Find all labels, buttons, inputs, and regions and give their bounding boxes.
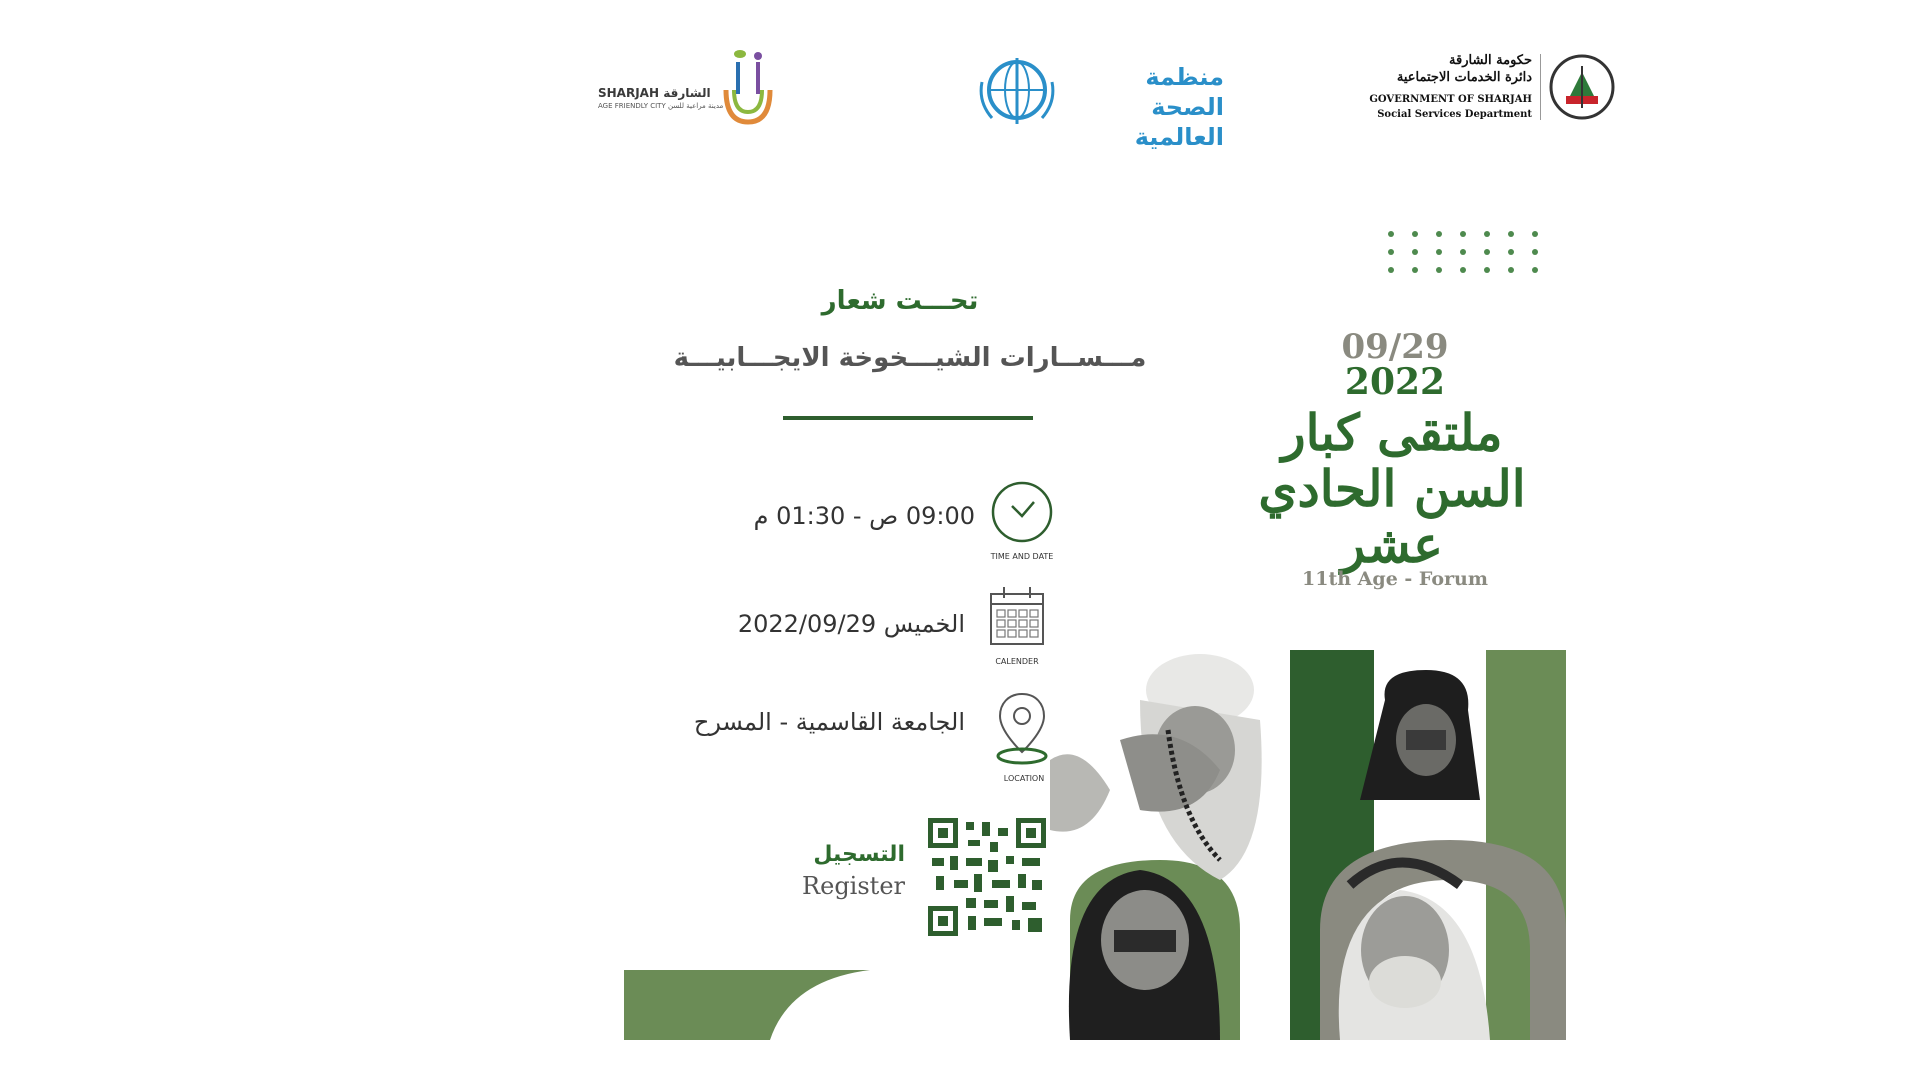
decorative-dots <box>1385 228 1545 276</box>
forum-title-en: 11th Age - Forum <box>1302 568 1488 590</box>
government-of-sharjah-logo <box>1362 50 1612 130</box>
title-divider <box>783 416 1033 420</box>
time-caption: TIME AND DATE <box>990 552 1054 561</box>
elder-woman-top-figure <box>1360 670 1480 800</box>
who-emblem-icon <box>976 52 1058 128</box>
event-time: 09:00 ص - 01:30 م <box>753 502 975 530</box>
event-date: الخميس 2022/09/29 <box>737 610 965 638</box>
who-name-line2: الصحة العالمية <box>1134 93 1224 151</box>
sharjah-emblem-icon <box>1548 52 1616 122</box>
government-english-name <box>1362 92 1532 122</box>
forum-title-ar: ملتقى كبار السن الحادي عشر <box>1258 403 1526 574</box>
slogan-label: تحـــت شعار <box>821 286 979 316</box>
sharjah-age-friendly-logo <box>598 50 778 130</box>
decorative-artwork <box>620 630 1570 1040</box>
government-en-line2: Social Services Department <box>1377 109 1532 120</box>
who-name-line1: منظمة <box>1145 63 1224 91</box>
who-logo <box>976 52 1236 151</box>
government-ar-line1: حكومة الشارقة <box>1449 53 1532 68</box>
event-location: الجامعة القاسمية - المسرح <box>693 708 965 736</box>
forum-date-bottom: 2022 <box>1344 361 1446 403</box>
logo-divider <box>1540 54 1541 120</box>
who-name <box>1064 62 1224 152</box>
sharjah-age-sub: AGE FRIENDLY CITY مدينة مراعية للسن <box>598 102 724 110</box>
age-friendly-emblem-icon <box>718 50 778 130</box>
government-ar-line2: دائرة الخدمات الاجتماعية <box>1396 70 1532 85</box>
register-label-ar: التسجيل <box>813 842 905 867</box>
forum-date-top: 09/29 <box>1341 327 1449 367</box>
location-caption: LOCATION <box>1003 774 1045 783</box>
government-en-line1: GOVERNMENT OF SHARJAH <box>1369 94 1532 105</box>
date-caption: CALENDER <box>995 657 1039 666</box>
slogan-text: مـــســارات الشيـــخوخة الايجـــابيـــة <box>673 343 1147 373</box>
register-label-en: Register <box>802 872 905 900</box>
sharjah-age-name: SHARJAH الشارقة <box>598 86 711 100</box>
government-arabic-name <box>1362 52 1532 86</box>
elder-man-left-figure <box>1050 654 1262 880</box>
clock-icon <box>990 480 1054 544</box>
